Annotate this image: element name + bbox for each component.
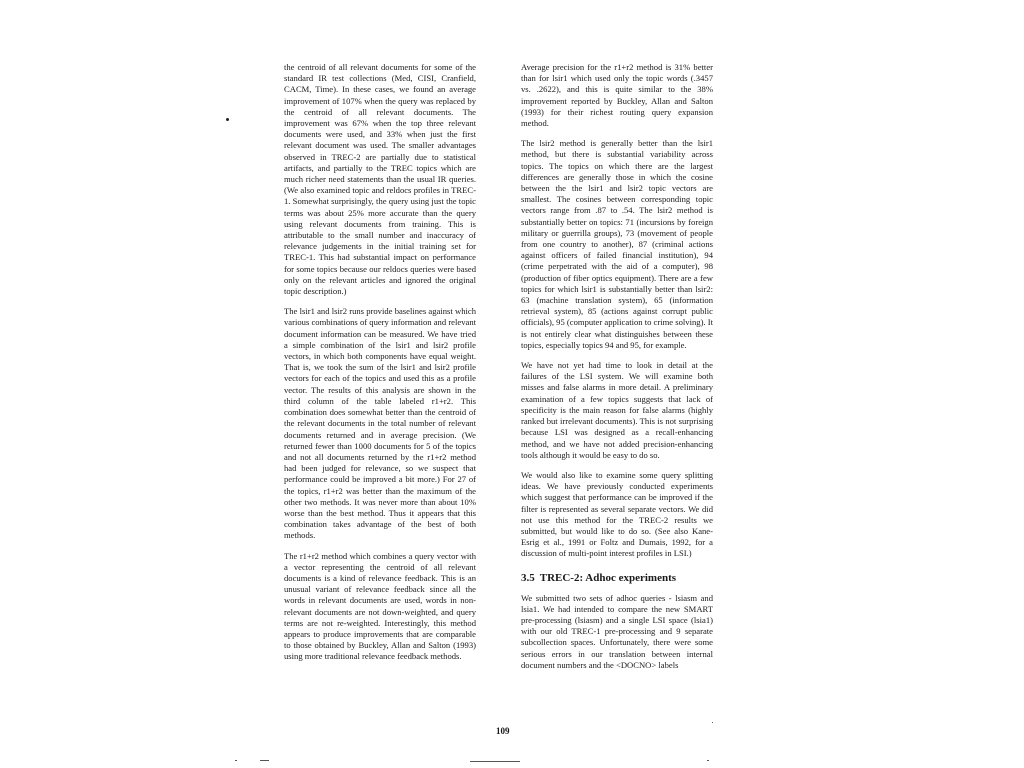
right-paragraph-1: Average precision for the r1+r2 method is 31% better than for lsir1 which used only the topic words (.3457 vs. .2622), and this is quite similar to the 38% improvement reported by Buckley, Allan and Salton (1993) for their richest routing query expansion method. — [521, 62, 713, 129]
right-paragraph-3: We have not yet had time to look in detail at the failures of the LSI system. We will examine both misses and false alarms in more detail. A preliminary examination of a few topics suggests that lack of specificity is the main reason for false alarms (highly ranked but irrelevant documents). This is not surprising because LSI was designed as a recall-enhancing method, and we have not added precision-enhancing tools although it would be easy to do so. — [521, 360, 713, 460]
page-number: 109 — [496, 726, 510, 736]
scan-mark — [260, 760, 269, 761]
left-paragraph-2: The lsir1 and lsir2 runs provide baselines against which various combinations of query information and relevant document information can be measured. We have tried a simple combination of the lsir1 and lsir2 profile vectors, in which both components have equal weight. That is, we took the sum of the lsir1 and lsir2 profile vectors for each of the topics and used this as a profile vector. The results of this analysis are shown in the third column of the table labeled r1+r2. This combination does somewhat better than the centroid of the relevant documents in the total number of relevant documents returned and in average precision. (We returned fewer than 1000 documents for 5 of the topics and not all documents returned by the r1+r2 method had been judged for relevance, so we suspect that performance could be improved a bit more.) For 27 of the topics, r1+r2 was better than the maximum of the other two methods. It was never more than about 10% worse than the best method. Thus it appears that this combination takes advantage of the best of both methods. — [284, 306, 476, 541]
scan-mark — [235, 760, 237, 761]
scan-mark — [712, 722, 713, 723]
section-paragraph-1: We submitted two sets of adhoc queries - lsiasm and lsia1. We had intended to compare the new SMART pre-processing (lsiasm) and a single LSI space (lsia1) with our old TREC-1 pre-processing and 9 separate subcollection spaces. Unfortunately, there were some serious errors in our translation between internal document numbers and the <DOCNO> labels — [521, 592, 713, 670]
right-paragraph-2: The lsir2 method is generally better than the lsir1 method, but there is substantial variability across topics. The topics on which there are the largest differences are generally those in which the cosine between the the lsir1 and lsir2 topic vectors are smallest. The cosines between corresponding topic vectors range from .87 to .54. The lsir2 method is substantially better on topics: 71 (incursions by foreign military or guerrilla groups), 73 (movement of people from one country to another), 87 (criminal actions against officers of failed financial institution), 94 (crime perpetrated with the aid of a computer), 98 (production of fiber optics equipment). There are a few topics for which lsir1 is substantially better than lsir2: 63 (machine translation system), 65 (information retrieval system), 85 (actions against corrupt public officials), 95 (computer application to crime solving). It is not entirely clear what distinguishes between these topics, especially topics 94 and 95, for example. — [521, 138, 713, 350]
section-heading — [521, 572, 713, 585]
section-number: 3.5 — [521, 571, 535, 584]
left-column — [284, 62, 476, 672]
margin-dot — [226, 118, 229, 121]
right-paragraph-4: We would also like to examine some query splitting ideas. We have previously conducted experiments which suggest that performance can be improved if the filter is represented as several separate vectors. We did not use this method for the TREC-2 results we submitted, but would like to do so. (See also Kane-Esrig et al., 1991 or Foltz and Dumais, 1992, for a discussion of multi-point interest profiles in LSI.) — [521, 469, 713, 559]
left-paragraph-1: the centroid of all relevant documents for some of the standard IR test collections (Med, CISI, Cranfield, CACM, Time). In these cases, we found an average improvement of 107% when the query was replaced by the centroid of all relevant documents. The improvement was 67% when the top three relevant documents were used, and 33% when just the first relevant document was used. The smaller advantages observed in TREC-2 are partially due to statistical artifacts, and partially to the TREC topics which are much richer need statements than the usual IR queries. (We also examined topic and reldocs profiles in TREC-1. Somewhat surprisingly, the query using just the topic terms was about 25% more accurate than the query using relevant documents from training. This is attributable to the small number and inaccuracy of relevance judgements in the initial training set for TREC-1. This had substantial impact on performance for some topics because our reldocs queries were based only on the relevant articles and ignored the original topic description.) — [284, 62, 476, 297]
section-title: TREC-2: Adhoc experiments — [539, 571, 677, 584]
scan-mark — [470, 761, 520, 762]
right-column — [521, 62, 713, 680]
scan-mark — [707, 760, 709, 761]
left-paragraph-3: The r1+r2 method which combines a query vector with a vector representing the centroid of all relevant documents is a kind of relevance feedback. This is an unusual variant of relevance feedback since all the words in relevant documents are used, words in non-relevant documents are not down-weighted, and query terms are not re-weighted. Interestingly, this method appears to produce improvements that are comparable to those obtained by Buckley, Allan and Salton (1993) using more traditional relevance feedback methods. — [284, 550, 476, 662]
